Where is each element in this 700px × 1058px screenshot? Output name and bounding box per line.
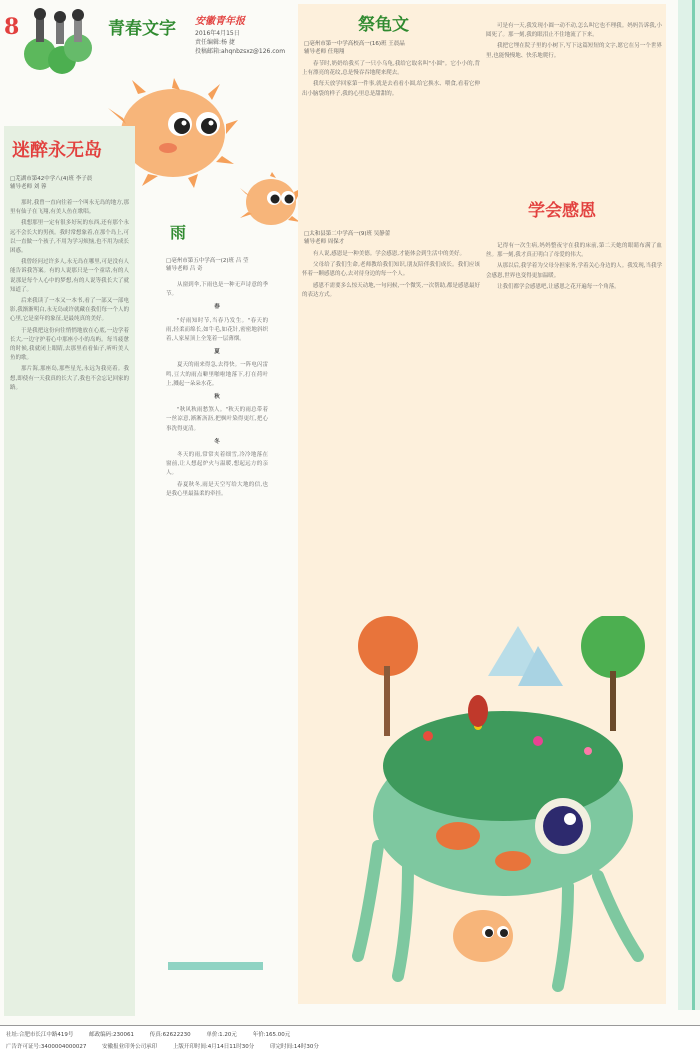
section-heading: 夏 (214, 349, 220, 356)
footer-printer: 安徽报业印务公司承印 (102, 1044, 158, 1050)
page-footer (0, 1025, 700, 1058)
article-byline: □亳州市第一中学高校高一(16)班 王晨晶 辅导老师 任翔翔 (304, 41, 405, 55)
article-title: 学会感恩 (528, 201, 596, 221)
column-title: 青春文字 (108, 19, 176, 39)
section-heading: 春 (214, 304, 220, 311)
page-header (0, 0, 300, 80)
section-heading: 冬 (214, 438, 220, 445)
article-paragraph: 那片海,那座岛,那些星光,永远为我亮着。我想,即使有一天我真的长大了,我也不会忘记回家的路。 (10, 366, 129, 391)
article-column-2 (486, 22, 662, 63)
masthead-illustration (18, 4, 98, 76)
article-byline: □亳州市第五中学高一(2)班 吕 莹 辅导老师 吕 奇 (166, 258, 249, 272)
article-paragraph: 父母给了我们生命,老师教给我们知识,朋友陪伴我们成长。我们应该怀着一颗感恩的心,去对待身边的每一个人。 (302, 262, 480, 278)
footer-address: 社址:合肥市长江中路419号 (6, 1032, 74, 1038)
footer-unit-price: 单价:1.20元 (206, 1032, 237, 1038)
article-paragraph: 感恩不需要多么惊天动地,一句问候,一个微笑,一次帮助,都是感恩最好的表达方式。 (302, 282, 480, 298)
page-number: 8 (4, 14, 20, 40)
article-column-2 (486, 242, 662, 294)
article-paragraph: 有人说,感恩是一种美德。学会感恩,才能体会到生活中的美好。 (313, 251, 465, 257)
footer-row-1 (6, 1029, 694, 1041)
article-paragraph: 从那以后,我学着为父母分担家务,学着关心身边的人。我发现,当我学会感恩,世界也变得更加温暖。 (486, 263, 662, 279)
footer-print-time: 上版开印时间:4月14日11时30分 (172, 1044, 255, 1050)
article-paragraph: 于是我把这份向往悄悄地放在心底,一边学着长大,一边守护着心中那座小小的岛屿。每当疲惫的时候,我就闭上眼睛,去那里看看仙子,听听美人鱼的歌。 (10, 327, 129, 362)
article-paragraph: 那时,我曾一直向往着一个叫永无岛的地方,那里有仙子在飞翔,有美人鱼在歌唱。 (10, 200, 129, 216)
footer-fax: 传真:62622230 (149, 1032, 191, 1038)
article-paragraph: 春夏秋冬,雨是天空写给大地的信,也是我心里最温柔的牵挂。 (166, 481, 268, 497)
editor-credit: 责任编辑:杨 捷 (195, 39, 235, 46)
frog-garden-illustration (338, 616, 658, 996)
issue-date: 2016年4月15日 (195, 30, 240, 37)
article-paragraph: 记得有一次生病,妈妈整夜守在我的床前,第二天她的眼睛布满了血丝。那一刻,我才真正明白了母爱的伟大。 (486, 243, 662, 259)
article-column-1 (302, 250, 480, 302)
right-decor-line (692, 0, 695, 1010)
article-byline: □芜湖市第42中学八(4)班 李子晨 辅导老师 刘 蓉 (10, 176, 93, 190)
paper-logo: 安徽青年报 (195, 16, 245, 27)
article-title: 迷醉永无岛 (12, 140, 102, 161)
footer-license: 广告许可证号:3400004000027 (6, 1044, 87, 1050)
article-paragraph: 可是有一天,我发现小圆一动不动,怎么叫它也不理我。妈妈告诉我,小圆死了。那一刻,我的眼泪止不住地流了下来。 (486, 23, 662, 39)
right-decor-strip (678, 0, 700, 1010)
article-paragraph: 我每天放学回家第一件事,就是去看看小圆,给它换水、喂食,看着它伸出小脑袋的样子,我的心里总是甜甜的。 (302, 81, 480, 97)
article-body (10, 199, 129, 393)
footer-postcode: 邮政编码:230061 (89, 1032, 134, 1038)
article-paragraph: 我想那里一定有很多好玩的东西,还有那个永远不会长大的男孩。我时常想象着,在那个岛上,可以一直做一个孩子,不用为学习烦恼,也不用为成长困惑。 (10, 220, 129, 255)
article-byline: □太和县第二中学高一(9)班 吴静蕾 辅导老师 周保才 (304, 231, 391, 245)
article-paragraph: 后来我读了一本又一本书,看了一部又一部电影,我渐渐明白,永无岛或许就藏在我们每一个人的心里,它是童年的象征,是最纯真的美好。 (10, 298, 129, 323)
article-paragraph: 春节时,奶奶给我买了一只小乌龟,我给它取名叫"小圆"。它小小的,背上有漂亮的花纹,总是慢吞吞地爬来爬去。 (302, 61, 480, 77)
article-paragraph: 从窗到伞,下雨也是一种无声诗意的季节。 (166, 282, 268, 298)
article-title: 祭龟文 (358, 15, 409, 35)
article-paragraph: 我曾经问过许多人,永无岛在哪里,可是没有人能告诉我答案。有的人说那只是一个童话,有的人说那是每个人心中的梦想,有的人说等我长大了就知道了。 (10, 259, 129, 293)
article-yu (162, 210, 272, 990)
section-heading: 秋 (214, 394, 220, 401)
footer-row-2 (6, 1041, 694, 1053)
article-paragraph: "秋风秋雨愁煞人。"秋天的雨总带着一丝凉意,淅淅沥沥,把枫叶染得更红,把心事洗得更清。 (166, 407, 268, 432)
footer-annual-price: 年价:165.00元 (252, 1032, 291, 1038)
article-jigui-wen (298, 4, 666, 1004)
article-paragraph: 我把它埋在院子里的小树下,写下这篇短短的文字,愿它在另一个世界里,也能慢慢地、快乐地爬行。 (486, 43, 662, 59)
article-body (166, 281, 268, 499)
article-mizui-yongwudao (4, 126, 135, 1016)
article-title: 雨 (170, 223, 187, 242)
article-paragraph: 夏天的雨来得急,去得快。一阵电闪雷鸣,豆大的雨点噼里啪啦地落下,打在荷叶上,溅起一朵朵水花。 (166, 362, 268, 387)
article-paragraph: "好雨知时节,当春乃发生。"春天的雨,轻柔而绵长,如牛毛,如花针,密密地斜织着,人家屋顶上全笼着一层薄烟。 (166, 317, 268, 343)
submission-email: 投稿邮箱:ahqnbzsxz@126.com (195, 48, 286, 55)
article-column-1 (302, 60, 480, 101)
decor-bar (168, 962, 263, 970)
footer-finish-time: 印完时间:14时30分 (269, 1044, 319, 1050)
article-paragraph: 冬天的雨,常常夹着细雪,冷冷地落在窗前,让人想起炉火与温暖,想起远方的亲人。 (166, 452, 268, 477)
article-paragraph: 让我们都学会感恩吧,让感恩之花开遍每一个角落。 (497, 283, 620, 290)
